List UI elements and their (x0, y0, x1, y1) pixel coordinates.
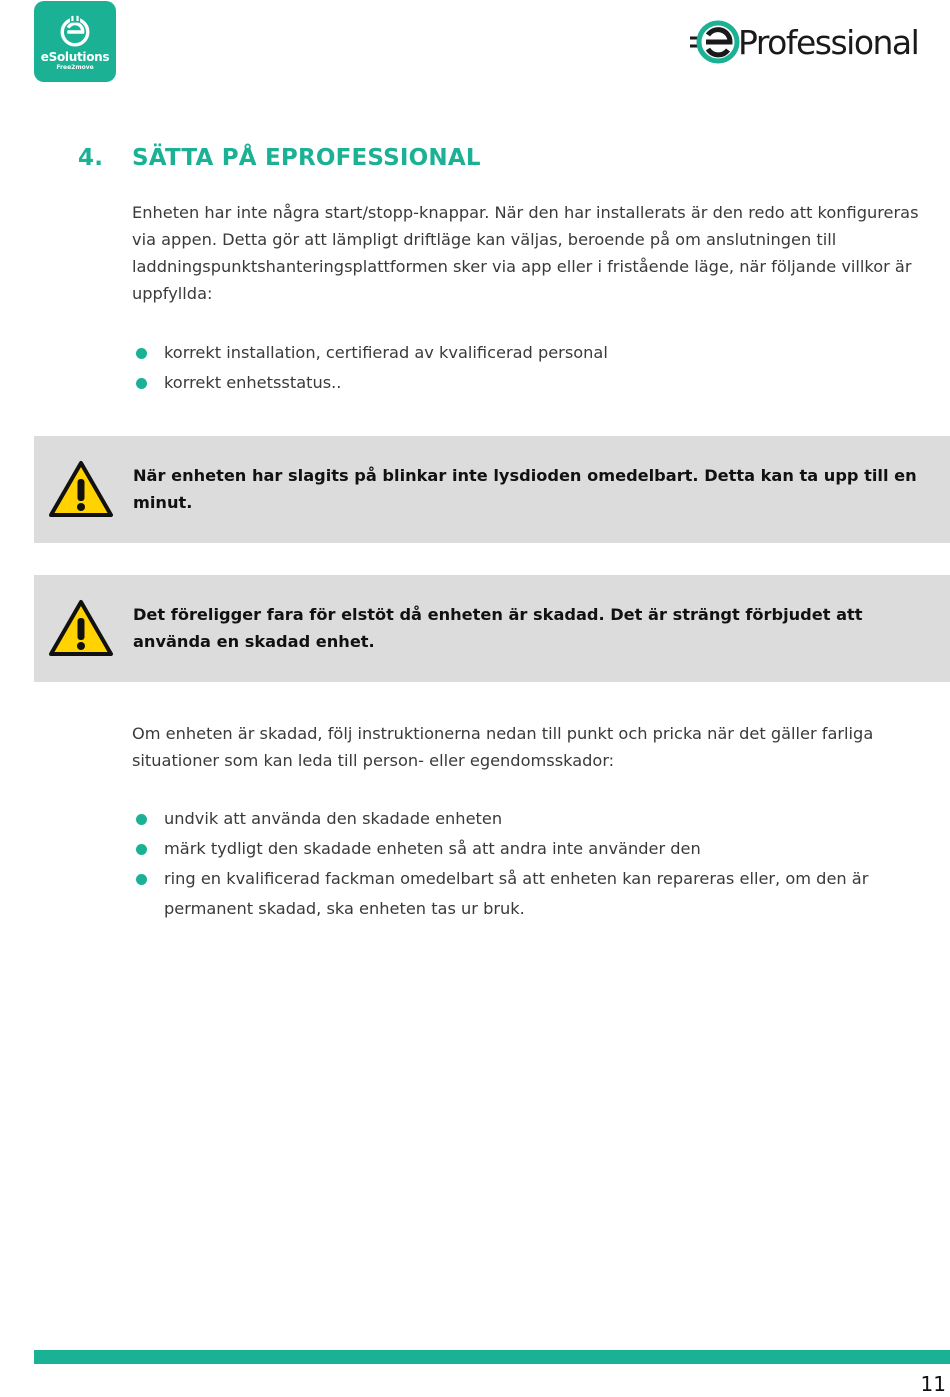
warning-text: Det föreligger fara för elstöt då enheten är skadad. Det är strängt förbjudet att använda en skadad enhet. (133, 605, 863, 651)
e-plug-icon (688, 18, 740, 66)
warning-box-led (34, 436, 950, 543)
list-item: undvik att använda den skadade enheten (132, 804, 944, 834)
e-plug-icon (58, 15, 92, 49)
list-item: ring en kvalificerad fackman omedelbart så att enheten kan repareras eller, om den är permanent skadad, ska enheten tas ur bruk. (132, 864, 944, 924)
section-heading (78, 145, 481, 171)
logo-brand-text: eSolutions (40, 49, 110, 64)
bullet-dot-icon (136, 348, 147, 359)
logo-wordmark: Professional (738, 22, 919, 62)
bullet-dot-icon (136, 378, 147, 389)
section-number: 4. (78, 145, 104, 171)
bullet-dot-icon (136, 814, 147, 825)
warning-text: När enheten har slagits på blinkar inte lysdioden omedelbart. Detta kan ta upp till en minut. (133, 466, 917, 512)
damage-steps-list (132, 804, 944, 924)
list-item: korrekt installation, certifierad av kvalificerad personal (132, 338, 944, 368)
warning-box-shock (34, 575, 950, 682)
intro-paragraph: Enheten har inte några start/stopp-knappar. När den har installerats är den redo att konfigureras via appen. Detta gör att lämpligt driftläge kan väljas, beroende på om anslutningen till laddningspunktshanteringsplattformen sker via app eller i fristående läge, när följande villkor är uppfyllda: (132, 203, 919, 303)
esolutions-logo (34, 1, 116, 82)
list-item: korrekt enhetsstatus.. (132, 368, 944, 398)
logo-sub-text: Free2move (56, 63, 94, 71)
damage-paragraph: Om enheten är skadad, följ instruktionerna nedan till punkt och pricka när det gäller farliga situationer som kan leda till person- eller egendomsskador: (132, 724, 874, 770)
conditions-list (132, 338, 944, 398)
bullet-dot-icon (136, 874, 147, 885)
page-number: 11 (920, 1372, 946, 1396)
warning-triangle-icon (48, 599, 114, 657)
eprofessional-logo (688, 18, 950, 66)
section-title: SÄTTA PÅ EPROFESSIONAL (132, 145, 481, 171)
bullet-dot-icon (136, 844, 147, 855)
footer-bar (34, 1350, 950, 1364)
list-item: märk tydligt den skadade enheten så att andra inte använder den (132, 834, 944, 864)
warning-triangle-icon (48, 460, 114, 518)
